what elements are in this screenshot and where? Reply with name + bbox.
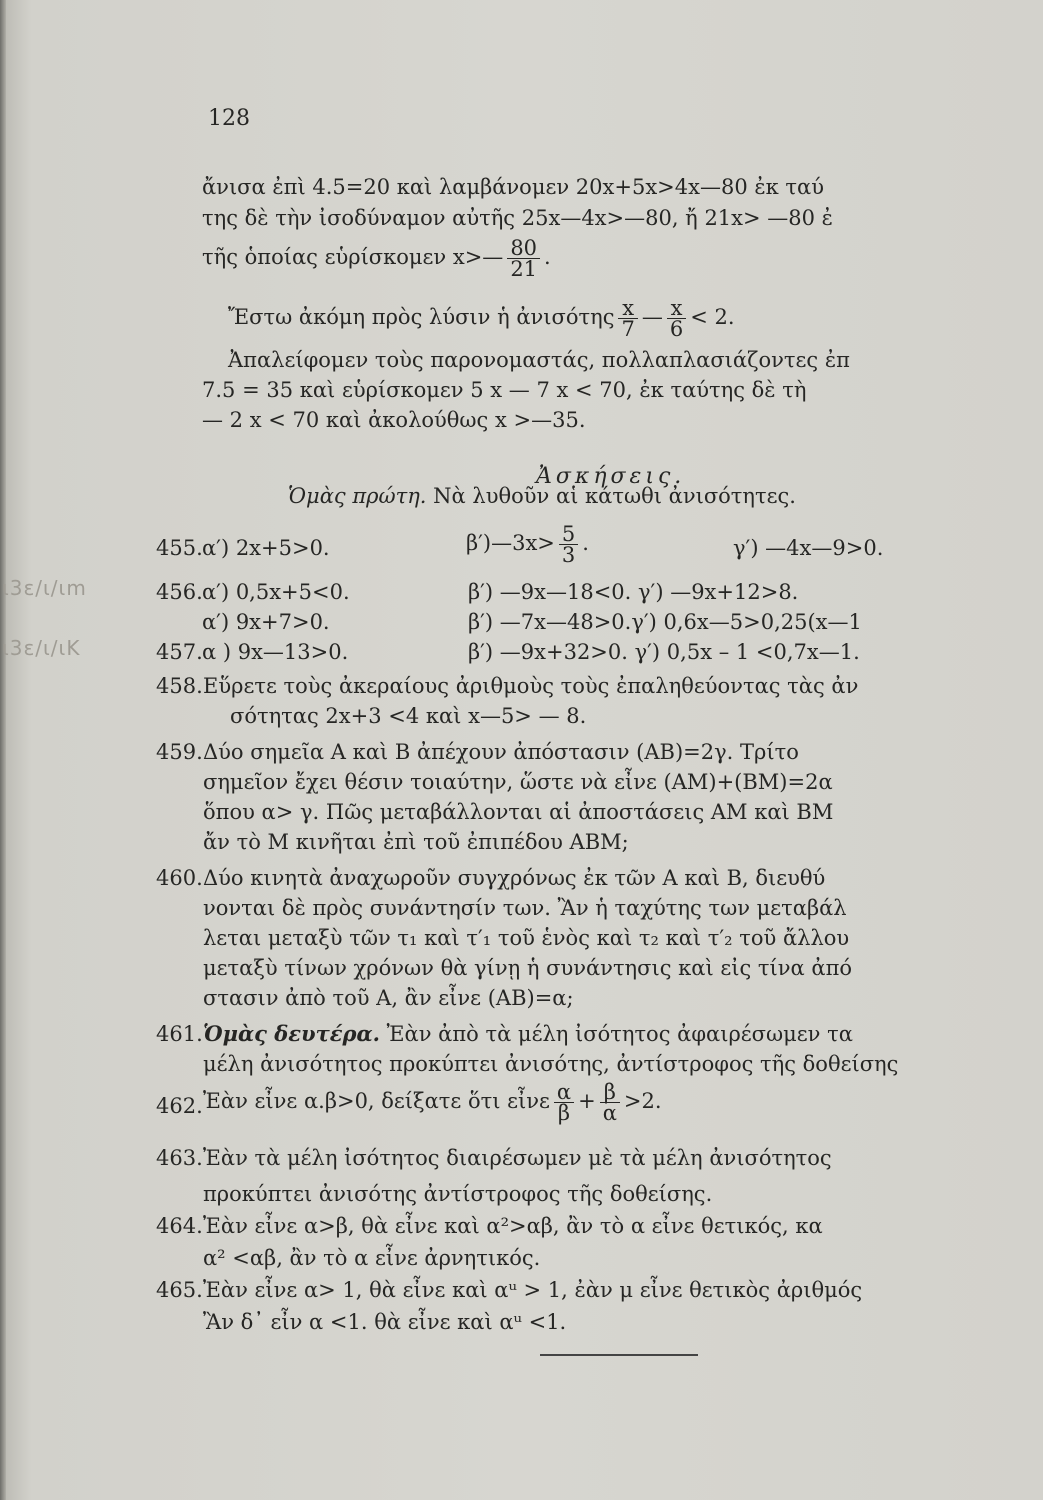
- handwritten-margin-note: ɩ3ɛ/ɩ/ɩm: [2, 576, 87, 600]
- exercise-text: μέλη ἀνισότητος προκύπτει ἀνισότης, ἀντίστροφος τῆς δοθείσης: [203, 1052, 899, 1076]
- exercise-text: Εὕρετε τοὺς ἀκεραίους ἀριθμοὺς τοὺς ἐπαληθεύοντας τὰς ἀν: [203, 674, 859, 698]
- fraction: $\frac{x}{7}$: [618, 298, 637, 339]
- exercise-text: προκύπτει ἀνισότης ἀντίστροφος τῆς δοθείσης.: [203, 1182, 713, 1206]
- exercise-text: Δύο σημεῖα Α καὶ Β ἀπέχουν ἀπόστασιν (ΑΒ)=2γ. Τρίτο: [203, 740, 799, 764]
- exercise-number: 462.: [156, 1094, 203, 1118]
- text-line: 7.5 = 35 καὶ εὑρίσκομεν 5 x — 7 x < 70, ἐκ ταύτης δὲ τὴ: [202, 378, 807, 402]
- exercise-number: 464.: [156, 1214, 203, 1238]
- exercise-part: β′) —7x—48>0.γ′) 0,6x—5>0,25(x—1: [468, 610, 862, 634]
- exercise-number: 457.: [156, 640, 203, 664]
- exercise-number: 456.: [156, 580, 203, 604]
- page-number: 128: [208, 106, 250, 131]
- exercise-text: Ἂν δ᾽ εἶν α <1. θὰ εἶνε καὶ αᵘ <1.: [203, 1310, 567, 1334]
- page-edge-shadow: [0, 0, 6, 1500]
- text-line: — 2 x < 70 καὶ ἀκολούθως x >—35.: [202, 408, 586, 432]
- exercise-part: β′) —9x+32>0. γ′) 0,5x – 1 <0,7x—1.: [468, 640, 860, 664]
- fraction: $\frac{5}{3}$: [559, 524, 578, 565]
- exercise-text: Ἐὰν εἶνε α.β>0, δείξατε ὅτι εἶνε $\frac{\alpha}{\beta}$ + $\frac{\beta}{\alpha}$ >2.: [203, 1080, 662, 1125]
- exercise-text: Ἐὰν τὰ μέλη ἰσότητος διαιρέσωμεν μὲ τὰ μέλη ἀνισότητος: [203, 1146, 832, 1170]
- fraction: $\frac{\alpha}{\beta}$: [554, 1082, 574, 1123]
- group-title-line: Ὁμὰς πρώτη. Νὰ λυθοῦν αἱ κάτωθι ἀνισότητες.: [288, 484, 796, 508]
- exercise-number: 463.: [156, 1146, 203, 1170]
- fraction: $\frac{80}{21}$: [507, 238, 540, 279]
- section-heading: Ἀσκήσεις.: [536, 464, 686, 489]
- exercise-text: Ἐὰν εἶνε α>β, θὰ εἶνε καὶ α²>αβ, ἂν τὸ α εἶνε θετικός, κα: [203, 1214, 823, 1238]
- fraction: $\frac{\beta}{\alpha}$: [600, 1082, 620, 1123]
- group-title: Ὁμὰς δευτέρα.: [203, 1021, 380, 1046]
- exercise-part: α′) 9x+7>0.: [202, 610, 330, 634]
- fraction: $\frac{x}{6}$: [667, 298, 686, 339]
- exercise-text: σημεῖον ἔχει θέσιν τοιαύτην, ὥστε νὰ εἶνε (ΑΜ)+(ΒΜ)=2α: [203, 770, 833, 794]
- exercise-text: Ἐὰν εἶνε α> 1, θὰ εἶνε καὶ αᵘ > 1, ἐὰν μ εἶνε θετικὸς ἀριθμός: [203, 1278, 863, 1302]
- exercise-text: λεται μεταξὺ τῶν τ₁ καὶ τ′₁ τοῦ ἑνὸς καὶ τ₂ καὶ τ′₂ τοῦ ἄλλου: [203, 926, 850, 950]
- exercise-part: β′)—3x> $\frac{5}{3}$ .: [466, 522, 589, 567]
- exercise-text: Ὁμὰς δευτέρα. Ἐὰν ἀπὸ τὰ μέλη ἰσότητος ἀφαιρέσωμεν τα: [203, 1021, 853, 1046]
- exercise-number: 455.: [156, 536, 203, 560]
- exercise-text: Δύο κινητὰ ἀναχωροῦν συγχρόνως ἐκ τῶν Α καὶ Β, διευθύ: [203, 866, 826, 890]
- exercise-text: νονται δὲ πρὸς συνάντησίν των. Ἂν ἡ ταχύτης των μεταβάλ: [203, 896, 847, 920]
- exercise-text: στασιν ἀπὸ τοῦ Α, ἂν εἶνε (ΑΒ)=α;: [203, 986, 574, 1010]
- exercise-number: 458.: [156, 674, 203, 698]
- text-line: Ἔστω ἀκόμη πρὸς λύσιν ἡ ἀνισότης $\frac{x}{7}$ — $\frac{x}{6}$ < 2.: [228, 296, 735, 341]
- exercise-text: ὅπου α> γ. Πῶς μεταβάλλονται αἱ ἀποστάσεις ΑΜ καὶ ΒΜ: [203, 800, 834, 824]
- divider-rule: [540, 1354, 698, 1356]
- exercise-part: α′) 0,5x+5<0.: [202, 580, 350, 604]
- exercise-part: γ′) —4x—9>0.: [733, 536, 884, 560]
- exercise-text: μεταξὺ τίνων χρόνων θὰ γίνῃ ἡ συνάντησις καὶ εἰς τίνα ἀπό: [203, 956, 853, 980]
- exercise-part: β′) —9x—18<0. γ′) —9x+12>8.: [468, 580, 799, 604]
- exercise-text: ἄν τὸ Μ κινῆται ἐπὶ τοῦ ἐπιπέδου ΑΒΜ;: [203, 830, 629, 854]
- exercise-number: 460.: [156, 866, 203, 890]
- text-line: Ἀπαλείφομεν τοὺς παρονομαστάς, πολλαπλασιάζοντες ἐπ: [228, 348, 850, 372]
- text-line: της δὲ τὴν ἰσοδύναμον αὐτῆς 25x—4x>—80, ἤ 21x> —80 ἐ: [202, 206, 833, 230]
- exercise-number: 465.: [156, 1278, 203, 1302]
- text-line: τῆς ὁποίας εὑρίσκομεν x>— $\frac{80}{21}$ .: [202, 236, 551, 281]
- exercise-number: 459.: [156, 740, 203, 764]
- exercise-text: σότητας 2x+3 <4 καὶ x—5> — 8.: [230, 704, 587, 728]
- exercise-number: 461.: [156, 1022, 203, 1046]
- handwritten-margin-note: ɩ3ɛ/ɩ/ɩK: [2, 636, 81, 660]
- exercise-text: α² <αβ, ἂν τὸ α εἶνε ἀρνητικός.: [203, 1246, 541, 1270]
- text-line: ἄνισα ἐπὶ 4.5=20 καὶ λαμβάνομεν 20x+5x>4x—80 ἐκ ταύ: [202, 175, 824, 199]
- exercise-part: α′) 2x+5>0.: [202, 536, 330, 560]
- exercise-part: α ) 9x—13>0.: [202, 640, 349, 664]
